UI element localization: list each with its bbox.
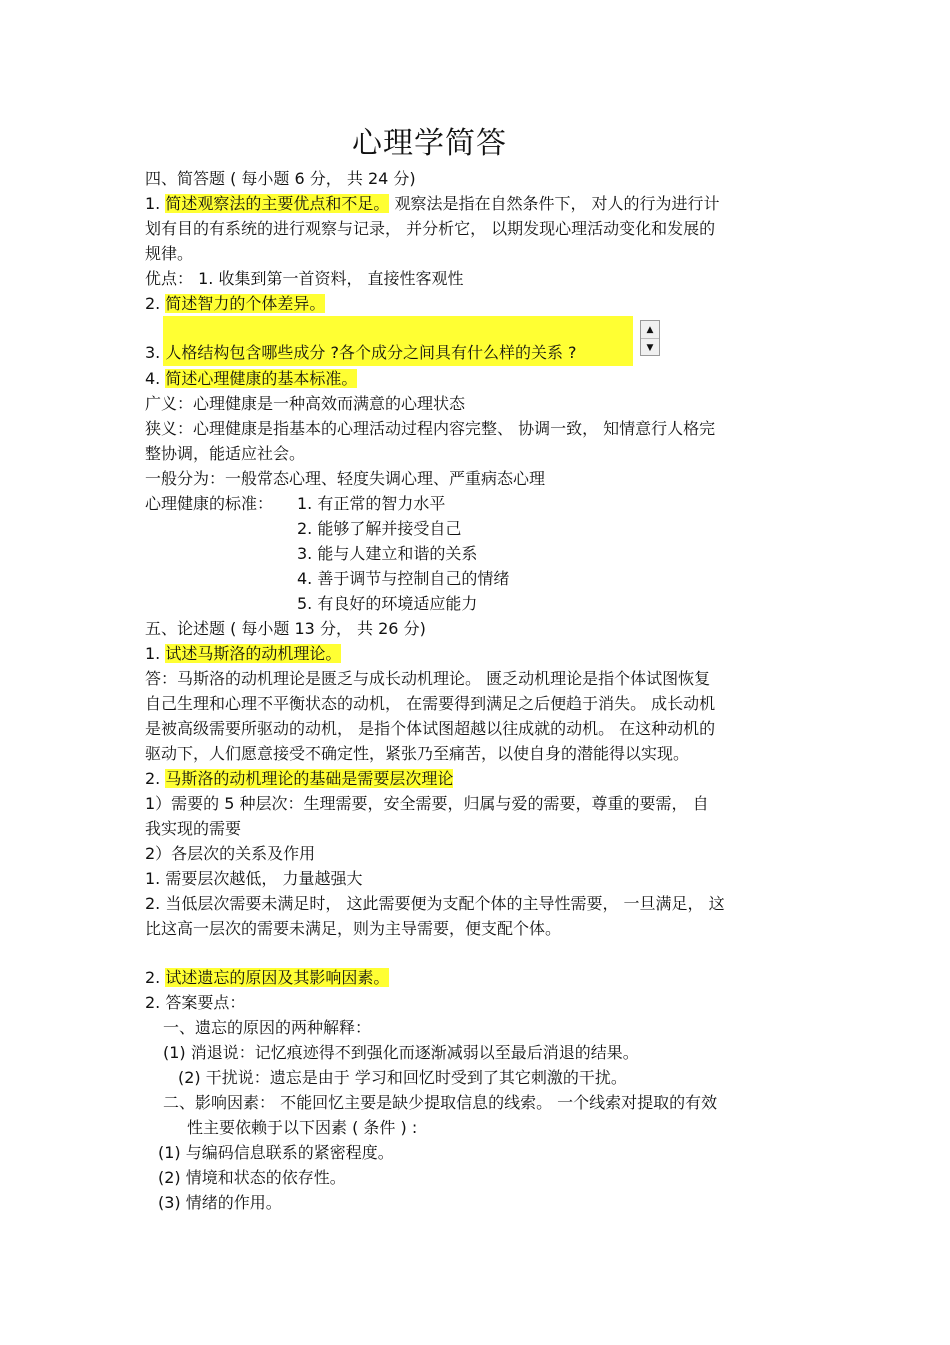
question-1-number: 1. [145,194,166,213]
standard-item: 2. 能够了解并接受自己 [297,519,462,538]
page-title: 心理学简答 [352,126,507,161]
standard-item: 4. 善于调节与控制自己的情绪 [297,569,510,588]
answer-line: 2. 当低层次需要未满足时， 这此需要便为支配个体的主导性需要， 一旦满足， 这 [145,894,725,913]
question-1-highlight: 简述观察法的主要优点和不足。 [165,194,390,213]
answer-key-label: 2. 答案要点： [145,993,246,1012]
arrow-up-icon: ▲ [646,324,654,335]
factor-item: (1) 与编码信息联系的紧密程度。 [158,1143,394,1162]
essay-1-number: 1. [145,644,166,663]
factor-item: (3) 情绪的作用。 [158,1193,282,1212]
advantages-line: 优点： 1. 收集到第一首资料， 直接性客观性 [145,269,464,288]
factors-subheading: 性主要依赖于以下因素 ( 条件 ) : [187,1118,418,1137]
question-1 [145,193,720,215]
broad-definition: 广义：心理健康是一种高效而满意的心理状态 [145,394,466,413]
arrow-down-icon: ▼ [646,342,654,353]
section-4-heading: 四、简答题 ( 每小题 6 分， 共 24 分) [145,169,416,188]
factors-heading: 二、影响因素： 不能回忆主要是缺少提取信息的线索。 一个线索对提取的有效 [163,1093,718,1112]
section-5-heading: 五、论述题 ( 每小题 13 分， 共 26 分) [145,619,426,638]
answer-line: 2）各层次的关系及作用 [145,844,316,863]
essay-3 [145,967,389,989]
question-2 [145,293,325,315]
answer-line: 我实现的需要 [145,819,242,838]
answer-line: 1. 需要层次越低， 力量越强大 [145,869,363,888]
narrow-definition-cont: 整协调，能适应社会。 [145,444,306,463]
question-3-text: 人格结构包含哪些成分 ?各个成分之间具有什么样的关系 [165,343,569,362]
question-4-highlight: 简述心理健康的基本标准。 [165,369,358,388]
question-4 [145,368,357,390]
standards-label: 心理健康的标准： [145,494,274,513]
question-3-tail: ? [568,343,577,362]
question-3-number: 3. [145,343,166,362]
question-4-number: 4. [145,369,166,388]
question-1-answer: 观察法是指在自然条件下， 对人的行为进行计 [389,194,720,213]
essay-3-number: 2. [145,968,166,987]
question-3 [145,342,577,364]
answer-line: 是被高级需要所驱动的动机， 是指个体试图超越以往成就的动机。 在这种动机的 [145,719,716,738]
standard-item: 5. 有良好的环境适应能力 [297,594,478,613]
essay-1-highlight: 试述马斯洛的动机理论。 [165,644,342,663]
question-2-highlight: 简述智力的个体差异。 [165,294,326,313]
reasons-heading: 一、遗忘的原因的两种解释： [163,1018,372,1037]
scroll-up-button[interactable] [641,321,659,339]
essay-2-highlight: 马斯洛的动机理论的基础是需要层次理论 [165,769,454,788]
general-classification: 一般分为：一般常态心理、轻度失调心理、严重病态心理 [145,469,546,488]
essay-2-number: 2. [145,769,166,788]
answer-line: 规律。 [145,244,194,263]
essay-2 [145,768,453,790]
essay-1 [145,643,341,665]
standard-item: 1. 有正常的智力水平 [297,494,446,513]
spinner-control[interactable] [640,320,660,356]
narrow-definition: 狭义：心理健康是指基本的心理活动过程内容完整、 协调一致， 知情意行人格完 [145,419,716,438]
scroll-down-button[interactable] [641,339,659,356]
answer-line: 驱动下，人们愿意接受不确定性，紧张乃至痛苦，以使自身的潜能得以实现。 [145,744,690,763]
essay-3-highlight: 试述遗忘的原因及其影响因素。 [165,968,390,987]
answer-line: 自己生理和心理不平衡状态的动机， 在需要得到满足之后便趋于消失。 成长动机 [145,694,716,713]
answer-line: 答：马斯洛的动机理论是匮乏与成长动机理论。 匮乏动机理论是指个体试图恢复 [145,669,711,688]
answer-line: 划有目的有系统的进行观察与记录， 并分析它， 以期发现心理活动变化和发展的 [145,219,716,238]
reason-item: (2) 干扰说：遗忘是由于 学习和回忆时受到了其它刺激的干扰。 [178,1068,627,1087]
answer-line: 比这高一层次的需要未满足，则为主导需要，便支配个体。 [145,919,562,938]
standard-item: 3. 能与人建立和谐的关系 [297,544,478,563]
factor-item: (2) 情境和状态的依存性。 [158,1168,346,1187]
reason-item: (1) 消退说：记忆痕迹得不到强化而逐渐减弱以至最后消退的结果。 [163,1043,639,1062]
answer-line: 1）需要的 5 种层次：生理需要，安全需要，归属与爱的需要，尊重的要需， 自 [145,794,709,813]
question-2-number: 2. [145,294,166,313]
